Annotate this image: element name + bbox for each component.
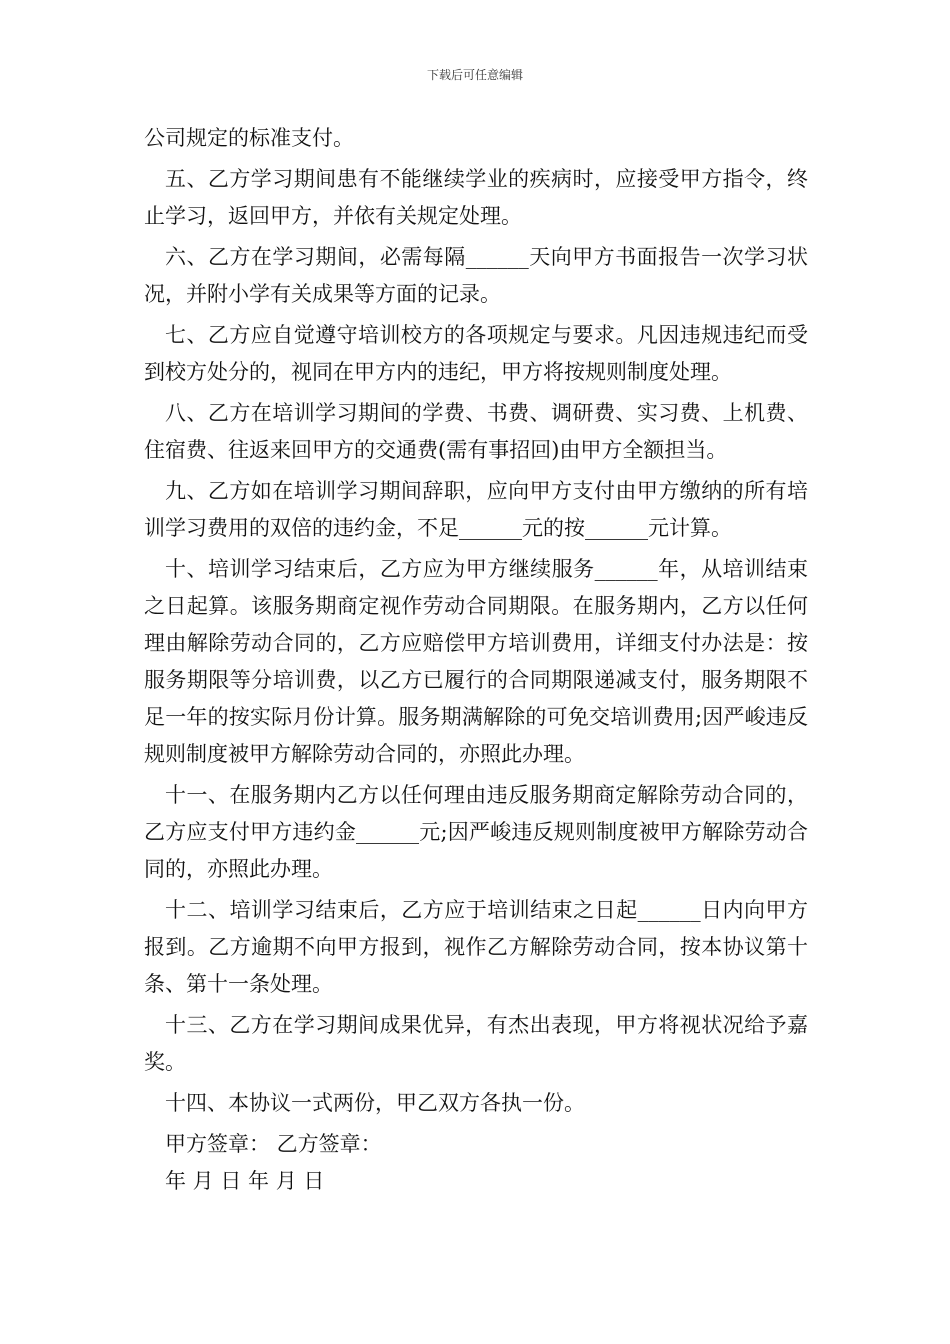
- clause-9: 九、乙方如在培训学习期间辞职，应向甲方支付由甲方缴纳的所有培训学习费用的双倍的违约金，不足______元的按______元计算。: [144, 479, 808, 540]
- page-header: 下载后可任意编辑: [426, 68, 523, 82]
- clause-12: 十二、培训学习结束后，乙方应于培训结束之日起______日内向甲方报到。乙方逾期不向甲方报到，视作乙方解除劳动合同，按本协议第十条、第十一条处理。: [144, 898, 808, 996]
- clause-11: 十一、在服务期内乙方以任何理由违反服务期商定解除劳动合同的，乙方应支付甲方违约金______元;因严峻违反规则制度被甲方解除劳动合同的，亦照此办理。: [144, 783, 808, 881]
- clause-8: 八、乙方在培训学习期间的学费、书费、调研费、实习费、上机费、住宿费、往返来回甲方的交通费(需有事招回)由甲方全额担当。: [144, 401, 808, 462]
- clause-5: 五、乙方学习期间患有不能继续学业的疾病时，应接受甲方指令，终止学习，返回甲方，并依有关规定处理。: [144, 167, 808, 228]
- clause-14: 十四、本协议一式两份，甲乙双方各执一份。: [165, 1091, 585, 1115]
- clause-7: 七、乙方应自觉遵守培训校方的各项规定与要求。凡因违规违纪而受到校方处分的，视同在甲方内的违纪，甲方将按规则制度处理。: [144, 323, 808, 384]
- document-body: [144, 120, 808, 1200]
- clause-6: 六、乙方在学习期间，必需每隔______天向甲方书面报告一次学习状况，并附小学有关成果等方面的记录。: [144, 245, 808, 306]
- clause-13: 十三、乙方在学习期间成果优异，有杰出表现，甲方将视状况给予嘉奖。: [144, 1013, 808, 1074]
- date-line: 年 月 日 年 月 日: [165, 1169, 325, 1193]
- clause-10: 十、培训学习结束后，乙方应为甲方继续服务______年，从培训结束之日起算。该服务期商定视作劳动合同期限。在服务期内，乙方以任何理由解除劳动合同的，乙方应赔偿甲方培训费用，详细支付办法是：按服务期限等分培训费，以乙方已履行的合同期限递减支付，服务期限不足一年的按实际月份计算。服务期满解除的可免交培训费用;因严峻违反规则制度被甲方解除劳动合同的，亦照此办理。: [144, 557, 808, 766]
- paragraph-continuation: 公司规定的标准支付。: [144, 126, 354, 150]
- signature-line: 甲方签章： 乙方签章：: [165, 1132, 382, 1156]
